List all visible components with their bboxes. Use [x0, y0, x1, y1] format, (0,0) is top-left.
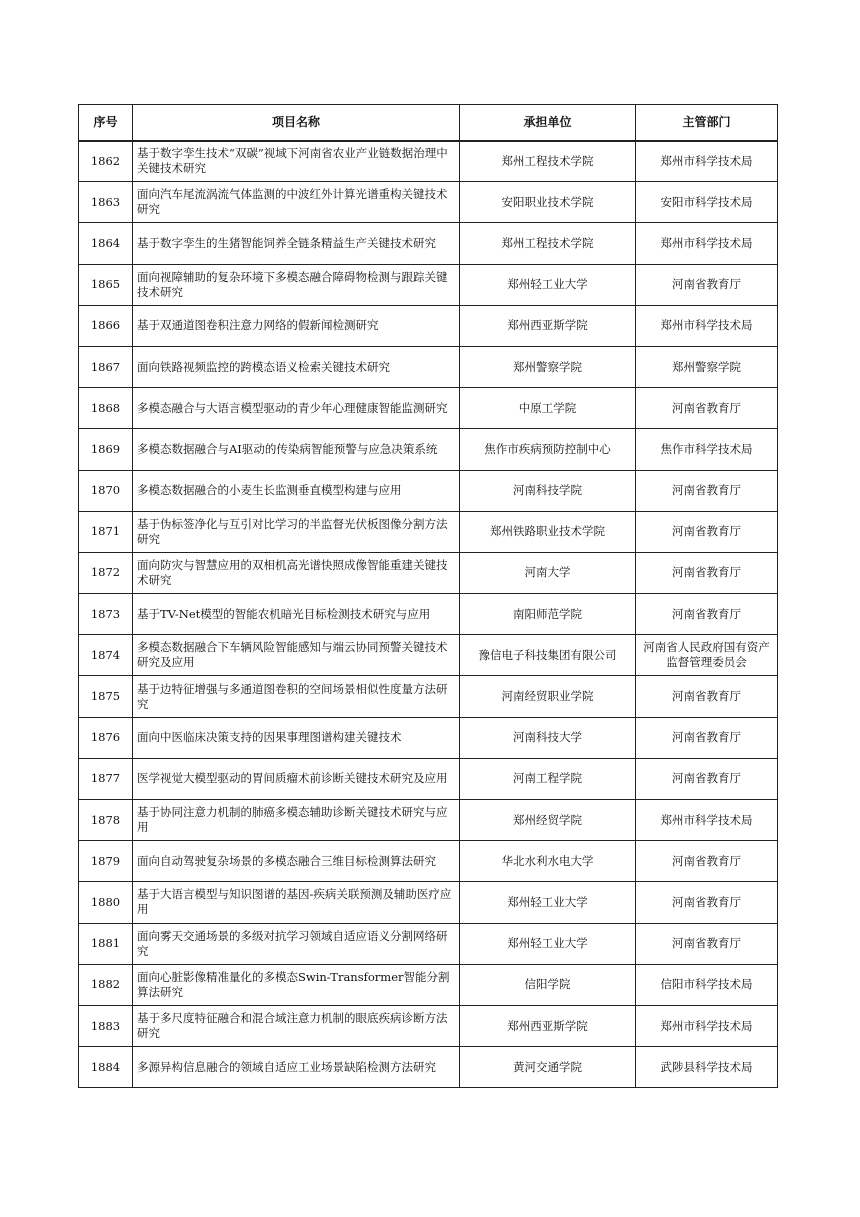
- undertaking-unit-cell: 郑州西亚斯学院: [460, 1005, 636, 1046]
- undertaking-unit-cell: 中原工学院: [460, 388, 636, 429]
- project-name-cell: 面向铁路视频监控的跨模态语义检索关键技术研究: [133, 346, 460, 387]
- serial-number-cell: 1862: [79, 141, 133, 182]
- undertaking-unit-cell: 郑州经贸学院: [460, 800, 636, 841]
- serial-number-cell: 1869: [79, 429, 133, 470]
- undertaking-unit-cell: 河南大学: [460, 552, 636, 593]
- project-name-cell: 基于伪标签净化与互引对比学习的半监督光伏板图像分割方法研究: [133, 511, 460, 552]
- project-name-cell: 面向雾天交通场景的多级对抗学习领域自适应语义分割网络研究: [133, 923, 460, 964]
- table-row: [79, 594, 778, 635]
- serial-number-cell: 1864: [79, 223, 133, 264]
- serial-number-cell: 1866: [79, 305, 133, 346]
- project-name-cell: 医学视觉大模型驱动的胃间质瘤术前诊断关键技术研究及应用: [133, 758, 460, 799]
- table-row: [79, 182, 778, 223]
- undertaking-unit-cell: 河南工程学院: [460, 758, 636, 799]
- undertaking-unit-cell: 郑州轻工业大学: [460, 882, 636, 923]
- undertaking-unit-cell: 郑州轻工业大学: [460, 923, 636, 964]
- supervising-dept-cell: 郑州市科学技术局: [636, 141, 778, 182]
- supervising-dept-cell: 郑州市科学技术局: [636, 305, 778, 346]
- supervising-dept-cell: 河南省教育厅: [636, 470, 778, 511]
- header-serial-number: 序号: [79, 105, 133, 141]
- project-name-cell: 基于协同注意力机制的肺癌多模态辅助诊断关键技术研究与应用: [133, 800, 460, 841]
- undertaking-unit-cell: 郑州工程技术学院: [460, 223, 636, 264]
- project-name-cell: 多模态融合与大语言模型驱动的青少年心理健康智能监测研究: [133, 388, 460, 429]
- table-row: [79, 800, 778, 841]
- serial-number-cell: 1878: [79, 800, 133, 841]
- table-row: [79, 1047, 778, 1088]
- table-row: [79, 388, 778, 429]
- serial-number-cell: 1884: [79, 1047, 133, 1088]
- table-row: [79, 552, 778, 593]
- table-row: [79, 429, 778, 470]
- supervising-dept-cell: 河南省教育厅: [636, 388, 778, 429]
- supervising-dept-cell: 郑州市科学技术局: [636, 800, 778, 841]
- supervising-dept-cell: 信阳市科学技术局: [636, 964, 778, 1005]
- table-body: [79, 141, 778, 1088]
- table-row: [79, 964, 778, 1005]
- project-name-cell: 基于边特征增强与多通道图卷积的空间场景相似性度量方法研究: [133, 676, 460, 717]
- serial-number-cell: 1863: [79, 182, 133, 223]
- serial-number-cell: 1867: [79, 346, 133, 387]
- table-row: [79, 305, 778, 346]
- serial-number-cell: 1879: [79, 841, 133, 882]
- undertaking-unit-cell: 郑州警察学院: [460, 346, 636, 387]
- serial-number-cell: 1871: [79, 511, 133, 552]
- serial-number-cell: 1877: [79, 758, 133, 799]
- project-name-cell: 多模态数据融合下车辆风险智能感知与端云协同预警关键技术研究及应用: [133, 635, 460, 676]
- project-name-cell: 基于数字孪生技术“双碳”视域下河南省农业产业链数据治理中关键技术研究: [133, 141, 460, 182]
- undertaking-unit-cell: 华北水利水电大学: [460, 841, 636, 882]
- supervising-dept-cell: 河南省教育厅: [636, 882, 778, 923]
- undertaking-unit-cell: 南阳师范学院: [460, 594, 636, 635]
- project-name-cell: 面向汽车尾流涡流气体监测的中波红外计算光谱重构关键技术研究: [133, 182, 460, 223]
- project-name-cell: 基于大语言模型与知识图谱的基因-疾病关联预测及辅助医疗应用: [133, 882, 460, 923]
- serial-number-cell: 1882: [79, 964, 133, 1005]
- project-table: [78, 104, 778, 1088]
- project-name-cell: 多模态数据融合与AI驱动的传染病智能预警与应急决策系统: [133, 429, 460, 470]
- undertaking-unit-cell: 河南经贸职业学院: [460, 676, 636, 717]
- supervising-dept-cell: 河南省教育厅: [636, 841, 778, 882]
- serial-number-cell: 1865: [79, 264, 133, 305]
- table-row: [79, 841, 778, 882]
- undertaking-unit-cell: 郑州工程技术学院: [460, 141, 636, 182]
- undertaking-unit-cell: 郑州铁路职业技术学院: [460, 511, 636, 552]
- table-row: [79, 141, 778, 182]
- table-row: [79, 470, 778, 511]
- supervising-dept-cell: 河南省教育厅: [636, 923, 778, 964]
- table-row: [79, 882, 778, 923]
- table-row: [79, 923, 778, 964]
- supervising-dept-cell: 郑州市科学技术局: [636, 223, 778, 264]
- serial-number-cell: 1874: [79, 635, 133, 676]
- supervising-dept-cell: 安阳市科学技术局: [636, 182, 778, 223]
- project-name-cell: 面向防灾与智慧应用的双相机高光谱快照成像智能重建关键技术研究: [133, 552, 460, 593]
- table-row: [79, 758, 778, 799]
- table-row: [79, 1005, 778, 1046]
- header-undertaking-unit: 承担单位: [460, 105, 636, 141]
- project-name-cell: 面向中医临床决策支持的因果事理图谱构建关键技术: [133, 717, 460, 758]
- table-row: [79, 676, 778, 717]
- undertaking-unit-cell: 豫信电子科技集团有限公司: [460, 635, 636, 676]
- serial-number-cell: 1880: [79, 882, 133, 923]
- supervising-dept-cell: 河南省教育厅: [636, 594, 778, 635]
- serial-number-cell: 1872: [79, 552, 133, 593]
- project-name-cell: 基于双通道图卷积注意力网络的假新闻检测研究: [133, 305, 460, 346]
- serial-number-cell: 1883: [79, 1005, 133, 1046]
- undertaking-unit-cell: 焦作市疾病预防控制中心: [460, 429, 636, 470]
- table-row: [79, 346, 778, 387]
- project-name-cell: 基于数字孪生的生猪智能饲养全链条精益生产关键技术研究: [133, 223, 460, 264]
- project-name-cell: 多源异构信息融合的领域自适应工业场景缺陷检测方法研究: [133, 1047, 460, 1088]
- supervising-dept-cell: 郑州市科学技术局: [636, 1005, 778, 1046]
- serial-number-cell: 1876: [79, 717, 133, 758]
- serial-number-cell: 1875: [79, 676, 133, 717]
- supervising-dept-cell: 郑州警察学院: [636, 346, 778, 387]
- supervising-dept-cell: 河南省人民政府国有资产监督管理委员会: [636, 635, 778, 676]
- supervising-dept-cell: 河南省教育厅: [636, 511, 778, 552]
- undertaking-unit-cell: 郑州西亚斯学院: [460, 305, 636, 346]
- project-name-cell: 面向视障辅助的复杂环境下多模态融合障碍物检测与跟踪关键技术研究: [133, 264, 460, 305]
- supervising-dept-cell: 焦作市科学技术局: [636, 429, 778, 470]
- undertaking-unit-cell: 河南科技学院: [460, 470, 636, 511]
- serial-number-cell: 1870: [79, 470, 133, 511]
- table-row: [79, 264, 778, 305]
- header-supervising-dept: 主管部门: [636, 105, 778, 141]
- undertaking-unit-cell: 安阳职业技术学院: [460, 182, 636, 223]
- serial-number-cell: 1868: [79, 388, 133, 429]
- table-row: [79, 223, 778, 264]
- serial-number-cell: 1881: [79, 923, 133, 964]
- project-name-cell: 面向自动驾驶复杂场景的多模态融合三维目标检测算法研究: [133, 841, 460, 882]
- table-row: [79, 635, 778, 676]
- table-row: [79, 511, 778, 552]
- supervising-dept-cell: 河南省教育厅: [636, 758, 778, 799]
- header-project-name: 项目名称: [133, 105, 460, 141]
- project-name-cell: 基于多尺度特征融合和混合域注意力机制的眼底疾病诊断方法研究: [133, 1005, 460, 1046]
- supervising-dept-cell: 武陟县科学技术局: [636, 1047, 778, 1088]
- undertaking-unit-cell: 信阳学院: [460, 964, 636, 1005]
- supervising-dept-cell: 河南省教育厅: [636, 676, 778, 717]
- supervising-dept-cell: 河南省教育厅: [636, 552, 778, 593]
- project-name-cell: 基于TV-Net模型的智能农机暗光目标检测技术研究与应用: [133, 594, 460, 635]
- project-name-cell: 多模态数据融合的小麦生长监测垂直模型构建与应用: [133, 470, 460, 511]
- project-name-cell: 面向心脏影像精准量化的多模态Swin-Transformer智能分割算法研究: [133, 964, 460, 1005]
- undertaking-unit-cell: 河南科技大学: [460, 717, 636, 758]
- undertaking-unit-cell: 郑州轻工业大学: [460, 264, 636, 305]
- serial-number-cell: 1873: [79, 594, 133, 635]
- table-header-row: [79, 105, 778, 141]
- undertaking-unit-cell: 黄河交通学院: [460, 1047, 636, 1088]
- supervising-dept-cell: 河南省教育厅: [636, 717, 778, 758]
- supervising-dept-cell: 河南省教育厅: [636, 264, 778, 305]
- table-row: [79, 717, 778, 758]
